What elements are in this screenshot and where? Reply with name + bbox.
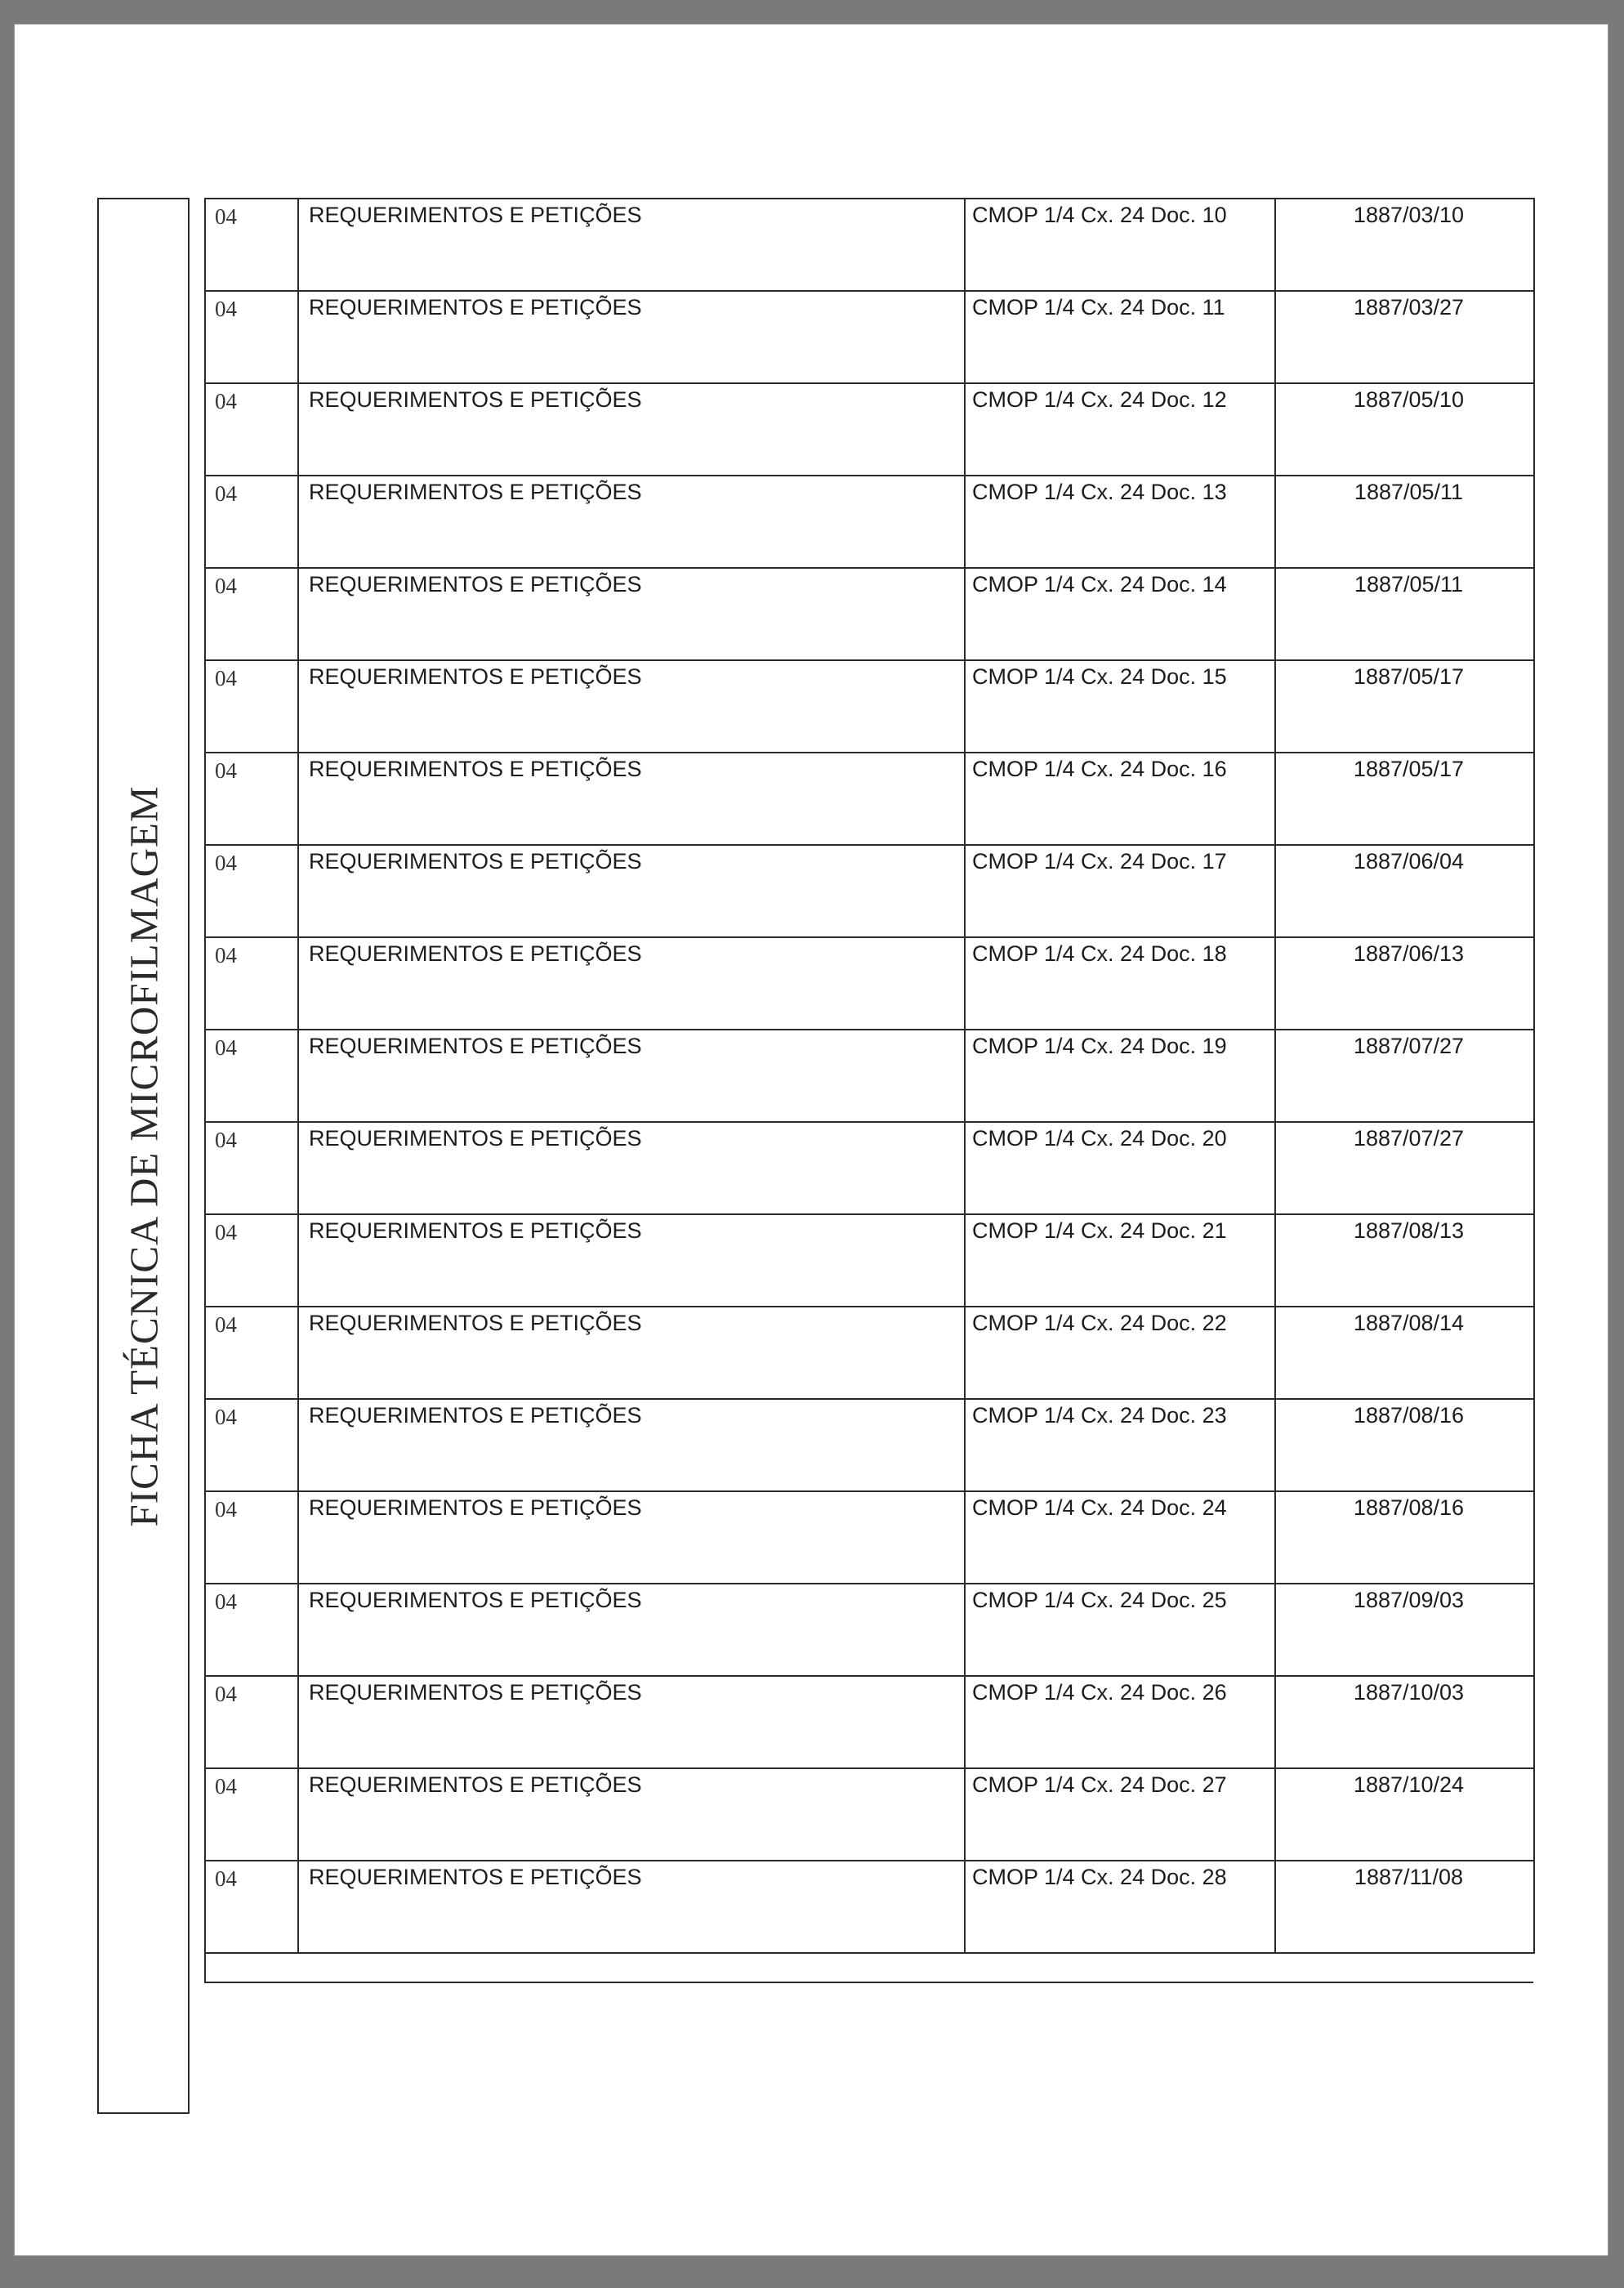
row-date-cell (1275, 1584, 1534, 1676)
row-title-text: REQUERIMENTOS E PETIÇÕES (309, 1865, 642, 1889)
row-title-cell (298, 1399, 965, 1491)
row-title-text: REQUERIMENTOS E PETIÇÕES (309, 849, 642, 874)
row-date-text: 1887/11/08 (1354, 1865, 1464, 1889)
row-reference-cell (965, 383, 1275, 476)
table-row (205, 1768, 1534, 1861)
row-date-cell (1275, 1399, 1534, 1491)
row-number-text: 04 (215, 1128, 237, 1152)
row-reference-cell (965, 753, 1275, 845)
row-number-text: 04 (215, 389, 237, 413)
row-reference-cell (965, 1399, 1275, 1491)
row-title-cell (298, 1861, 965, 1953)
row-title-cell (298, 1214, 965, 1307)
table-row (205, 1676, 1534, 1768)
row-date-text: 1887/09/03 (1353, 1588, 1465, 1612)
row-reference-text: CMOP 1/4 Cx. 24 Doc. 19 (972, 1034, 1227, 1058)
row-date-text: 1887/03/10 (1353, 203, 1465, 227)
row-number-cell (205, 1030, 298, 1122)
row-title-text: REQUERIMENTOS E PETIÇÕES (309, 1680, 642, 1705)
row-number-text: 04 (215, 1589, 237, 1614)
row-date-cell (1275, 1861, 1534, 1953)
row-date-cell (1275, 568, 1534, 660)
row-date-text: 1887/10/24 (1353, 1772, 1465, 1797)
row-title-cell (298, 660, 965, 753)
table-row (205, 937, 1534, 1030)
row-reference-text: CMOP 1/4 Cx. 24 Doc. 22 (972, 1311, 1227, 1335)
side-title-box (97, 198, 190, 2114)
records-table-body (205, 199, 1534, 1953)
row-title-text: REQUERIMENTOS E PETIÇÕES (309, 941, 642, 966)
row-reference-cell (965, 1307, 1275, 1399)
records-table (204, 198, 1535, 1954)
row-number-cell (205, 1122, 298, 1214)
row-title-cell (298, 1030, 965, 1122)
records-table-frame (204, 198, 1533, 1983)
row-number-cell (205, 1214, 298, 1307)
row-reference-text: CMOP 1/4 Cx. 24 Doc. 21 (972, 1218, 1227, 1243)
row-number-text: 04 (215, 1866, 237, 1891)
row-number-text: 04 (215, 297, 237, 321)
row-date-cell (1275, 1491, 1534, 1584)
row-date-cell (1275, 1307, 1534, 1399)
row-reference-cell (965, 476, 1275, 568)
row-number-cell (205, 1307, 298, 1399)
row-reference-cell (965, 568, 1275, 660)
table-row (205, 383, 1534, 476)
row-reference-text: CMOP 1/4 Cx. 24 Doc. 13 (972, 480, 1227, 504)
row-number-cell (205, 1584, 298, 1676)
row-title-text: REQUERIMENTOS E PETIÇÕES (309, 1772, 642, 1797)
table-row (205, 753, 1534, 845)
table-row (205, 1491, 1534, 1584)
row-reference-text: CMOP 1/4 Cx. 24 Doc. 16 (972, 757, 1227, 781)
row-number-cell (205, 199, 298, 291)
row-date-text: 1887/10/03 (1353, 1680, 1465, 1705)
row-title-text: REQUERIMENTOS E PETIÇÕES (309, 1126, 642, 1151)
row-title-cell (298, 568, 965, 660)
row-date-cell (1275, 1676, 1534, 1768)
row-reference-text: CMOP 1/4 Cx. 24 Doc. 27 (972, 1772, 1227, 1797)
row-title-text: REQUERIMENTOS E PETIÇÕES (309, 1311, 642, 1335)
row-title-cell (298, 1307, 965, 1399)
row-date-cell (1275, 1214, 1534, 1307)
row-reference-cell (965, 1676, 1275, 1768)
row-reference-cell (965, 1030, 1275, 1122)
row-number-cell (205, 937, 298, 1030)
row-number-cell (205, 1768, 298, 1861)
row-title-text: REQUERIMENTOS E PETIÇÕES (309, 387, 642, 412)
row-reference-text: CMOP 1/4 Cx. 24 Doc. 24 (972, 1495, 1227, 1520)
row-title-cell (298, 1768, 965, 1861)
row-number-text: 04 (215, 1312, 237, 1337)
row-reference-text: CMOP 1/4 Cx. 24 Doc. 26 (972, 1680, 1227, 1705)
row-date-text: 1887/05/11 (1354, 480, 1464, 504)
table-row (205, 1861, 1534, 1953)
row-date-cell (1275, 1030, 1534, 1122)
row-title-text: REQUERIMENTOS E PETIÇÕES (309, 1403, 642, 1428)
row-reference-text: CMOP 1/4 Cx. 24 Doc. 28 (972, 1865, 1227, 1889)
row-date-cell (1275, 845, 1534, 937)
row-reference-cell (965, 1861, 1275, 1953)
row-reference-text: CMOP 1/4 Cx. 24 Doc. 17 (972, 849, 1227, 874)
row-number-text: 04 (215, 758, 237, 783)
row-reference-text: CMOP 1/4 Cx. 24 Doc. 11 (972, 295, 1225, 320)
table-row (205, 1030, 1534, 1122)
row-title-cell (298, 937, 965, 1030)
row-number-text: 04 (215, 1405, 237, 1429)
row-title-cell (298, 1676, 965, 1768)
row-title-text: REQUERIMENTOS E PETIÇÕES (309, 664, 642, 689)
row-number-text: 04 (215, 204, 237, 229)
row-date-text: 1887/07/27 (1353, 1126, 1465, 1151)
row-date-text: 1887/08/13 (1353, 1218, 1465, 1243)
row-reference-text: CMOP 1/4 Cx. 24 Doc. 25 (972, 1588, 1227, 1612)
row-reference-text: CMOP 1/4 Cx. 24 Doc. 15 (972, 664, 1227, 689)
row-number-cell (205, 845, 298, 937)
row-title-text: REQUERIMENTOS E PETIÇÕES (309, 480, 642, 504)
row-date-cell (1275, 291, 1534, 383)
row-number-text: 04 (215, 666, 237, 690)
table-row (205, 1122, 1534, 1214)
table-row (205, 1307, 1534, 1399)
row-reference-cell (965, 845, 1275, 937)
row-title-text: REQUERIMENTOS E PETIÇÕES (309, 1034, 642, 1058)
row-reference-cell (965, 1491, 1275, 1584)
row-number-cell (205, 1861, 298, 1953)
row-number-text: 04 (215, 943, 237, 967)
row-title-cell (298, 753, 965, 845)
row-number-text: 04 (215, 1220, 237, 1245)
row-date-text: 1887/05/11 (1354, 572, 1464, 597)
row-title-cell (298, 476, 965, 568)
row-number-cell (205, 383, 298, 476)
table-row (205, 1584, 1534, 1676)
row-title-text: REQUERIMENTOS E PETIÇÕES (309, 572, 642, 597)
row-reference-cell (965, 1768, 1275, 1861)
row-title-cell (298, 383, 965, 476)
row-title-text: REQUERIMENTOS E PETIÇÕES (309, 1218, 642, 1243)
row-date-text: 1887/08/14 (1353, 1311, 1465, 1335)
table-row (205, 476, 1534, 568)
row-date-cell (1275, 1768, 1534, 1861)
table-row (205, 1214, 1534, 1307)
row-title-text: REQUERIMENTOS E PETIÇÕES (309, 203, 642, 227)
row-reference-text: CMOP 1/4 Cx. 24 Doc. 14 (972, 572, 1227, 597)
row-date-text: 1887/05/17 (1353, 757, 1465, 781)
row-date-cell (1275, 199, 1534, 291)
row-number-cell (205, 1491, 298, 1584)
row-title-cell (298, 291, 965, 383)
row-date-text: 1887/08/16 (1353, 1403, 1465, 1428)
row-number-cell (205, 476, 298, 568)
row-title-text: REQUERIMENTOS E PETIÇÕES (309, 757, 642, 781)
row-title-cell (298, 1122, 965, 1214)
row-number-cell (205, 291, 298, 383)
row-reference-cell (965, 1584, 1275, 1676)
row-title-text: REQUERIMENTOS E PETIÇÕES (309, 295, 642, 320)
row-date-cell (1275, 753, 1534, 845)
row-date-cell (1275, 660, 1534, 753)
row-number-cell (205, 568, 298, 660)
row-reference-cell (965, 937, 1275, 1030)
row-date-cell (1275, 1122, 1534, 1214)
row-number-text: 04 (215, 1497, 237, 1522)
row-title-cell (298, 1491, 965, 1584)
row-number-cell (205, 753, 298, 845)
table-row (205, 568, 1534, 660)
side-title: FICHA TÉCNICA DE MICROFILMAGEM (121, 784, 166, 1527)
document-page (15, 25, 1608, 2255)
row-number-cell (205, 1399, 298, 1491)
row-title-cell (298, 1584, 965, 1676)
row-reference-text: CMOP 1/4 Cx. 24 Doc. 18 (972, 941, 1227, 966)
row-reference-text: CMOP 1/4 Cx. 24 Doc. 12 (972, 387, 1227, 412)
row-number-cell (205, 1676, 298, 1768)
row-reference-cell (965, 1122, 1275, 1214)
row-number-text: 04 (215, 851, 237, 875)
row-title-text: REQUERIMENTOS E PETIÇÕES (309, 1495, 642, 1520)
row-date-text: 1887/05/17 (1353, 664, 1465, 689)
row-title-cell (298, 845, 965, 937)
row-date-text: 1887/07/27 (1353, 1034, 1465, 1058)
row-reference-cell (965, 1214, 1275, 1307)
row-reference-cell (965, 199, 1275, 291)
table-row (205, 1399, 1534, 1491)
row-date-text: 1887/05/10 (1353, 387, 1465, 412)
row-reference-cell (965, 291, 1275, 383)
row-reference-text: CMOP 1/4 Cx. 24 Doc. 20 (972, 1126, 1227, 1151)
row-reference-text: CMOP 1/4 Cx. 24 Doc. 10 (972, 203, 1227, 227)
row-number-text: 04 (215, 1774, 237, 1799)
row-date-text: 1887/06/04 (1353, 849, 1465, 874)
row-date-cell (1275, 937, 1534, 1030)
table-row (205, 291, 1534, 383)
row-number-text: 04 (215, 1035, 237, 1060)
table-row (205, 199, 1534, 291)
row-number-text: 04 (215, 481, 237, 506)
row-date-text: 1887/08/16 (1353, 1495, 1465, 1520)
row-date-text: 1887/06/13 (1353, 941, 1465, 966)
row-number-cell (205, 660, 298, 753)
table-row (205, 845, 1534, 937)
row-reference-cell (965, 660, 1275, 753)
row-date-cell (1275, 383, 1534, 476)
row-reference-text: CMOP 1/4 Cx. 24 Doc. 23 (972, 1403, 1227, 1428)
row-number-text: 04 (215, 1682, 237, 1706)
row-date-cell (1275, 476, 1534, 568)
table-row (205, 660, 1534, 753)
row-title-cell (298, 199, 965, 291)
row-title-text: REQUERIMENTOS E PETIÇÕES (309, 1588, 642, 1612)
row-date-text: 1887/03/27 (1353, 295, 1465, 320)
row-number-text: 04 (215, 574, 237, 598)
